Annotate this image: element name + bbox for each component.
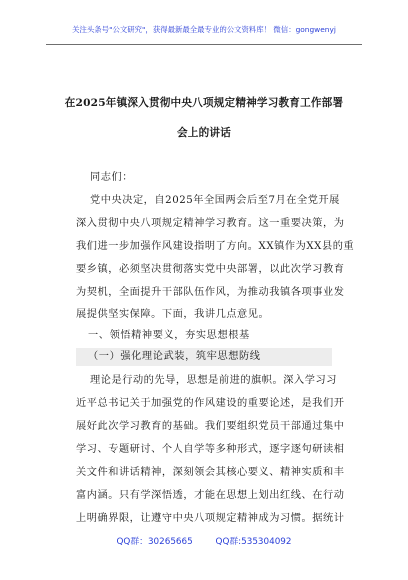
footer-contact bbox=[0, 534, 408, 547]
footer-qq-group-2: QQ群:535304092 bbox=[215, 537, 292, 547]
paragraph-2-line: 近平总书记关于加强党的作风建设的重要论述，是我们开 bbox=[76, 398, 345, 409]
section-subheading-highlighted bbox=[76, 348, 332, 366]
paragraph-1-line: 为契机，全面提升干部队伍作风，为推动我镇各项事业发 bbox=[76, 287, 345, 298]
paragraph-2-line: 理论是行动的先导，思想是前进的旗帜。深入学习习 bbox=[90, 375, 337, 386]
paragraph-1-line: 我们进一步加强作风建设指明了方向。XX镇作为XX县的重 bbox=[76, 241, 355, 252]
header-banner: 关注头条号"公文研究"，获得最新最全最专业的公文资料库！ 微信：gongwenyj bbox=[72, 25, 336, 34]
paragraph-2-line: 展好此次学习教育的基础。我们要组织党员干部通过集中 bbox=[76, 421, 345, 432]
paragraph-1-line: 党中央决定，自2025年全国两会后至7月在全党开展 bbox=[90, 195, 340, 206]
paragraph-1-line: 深入贯彻中央八项规定精神学习教育。这一重要决策，为 bbox=[76, 218, 345, 229]
paragraph-1-line: 展提供坚实保障。下面，我讲几点意见。 bbox=[76, 309, 270, 320]
paragraph-2-line: 上明确界限，让遵守中央八项规定精神成为习惯。据统计 bbox=[76, 513, 345, 524]
section-subheading-text: （一）强化理论武装，筑牢思想防线 bbox=[88, 351, 261, 362]
footer-qq-group-1: QQ群：30265665 bbox=[116, 537, 193, 547]
header-divider bbox=[46, 44, 362, 45]
greeting: 同志们： bbox=[90, 172, 133, 183]
document-title-line-2: 会上的讲话 bbox=[177, 127, 231, 139]
paragraph-2-line: 富内涵。只有学深悟透，才能在思想上划出红线、在行动 bbox=[76, 490, 345, 501]
section-heading-1: 一、领悟精神要义，夯实思想根基 bbox=[88, 330, 250, 341]
paragraph-2-line: 学习、专题研讨、个人自学等多种形式，逐字逐句研读相 bbox=[76, 444, 345, 455]
paragraph-2-line: 关文件和讲话精神，深刻领会其核心要义、精神实质和丰 bbox=[76, 467, 345, 478]
document-title-line-1: 在2025年镇深入贯彻中央八项规定精神学习教育工作部署 bbox=[64, 97, 344, 109]
paragraph-1-line: 要乡镇，必须坚决贯彻落实党中央部署，以此次学习教育 bbox=[76, 264, 345, 275]
